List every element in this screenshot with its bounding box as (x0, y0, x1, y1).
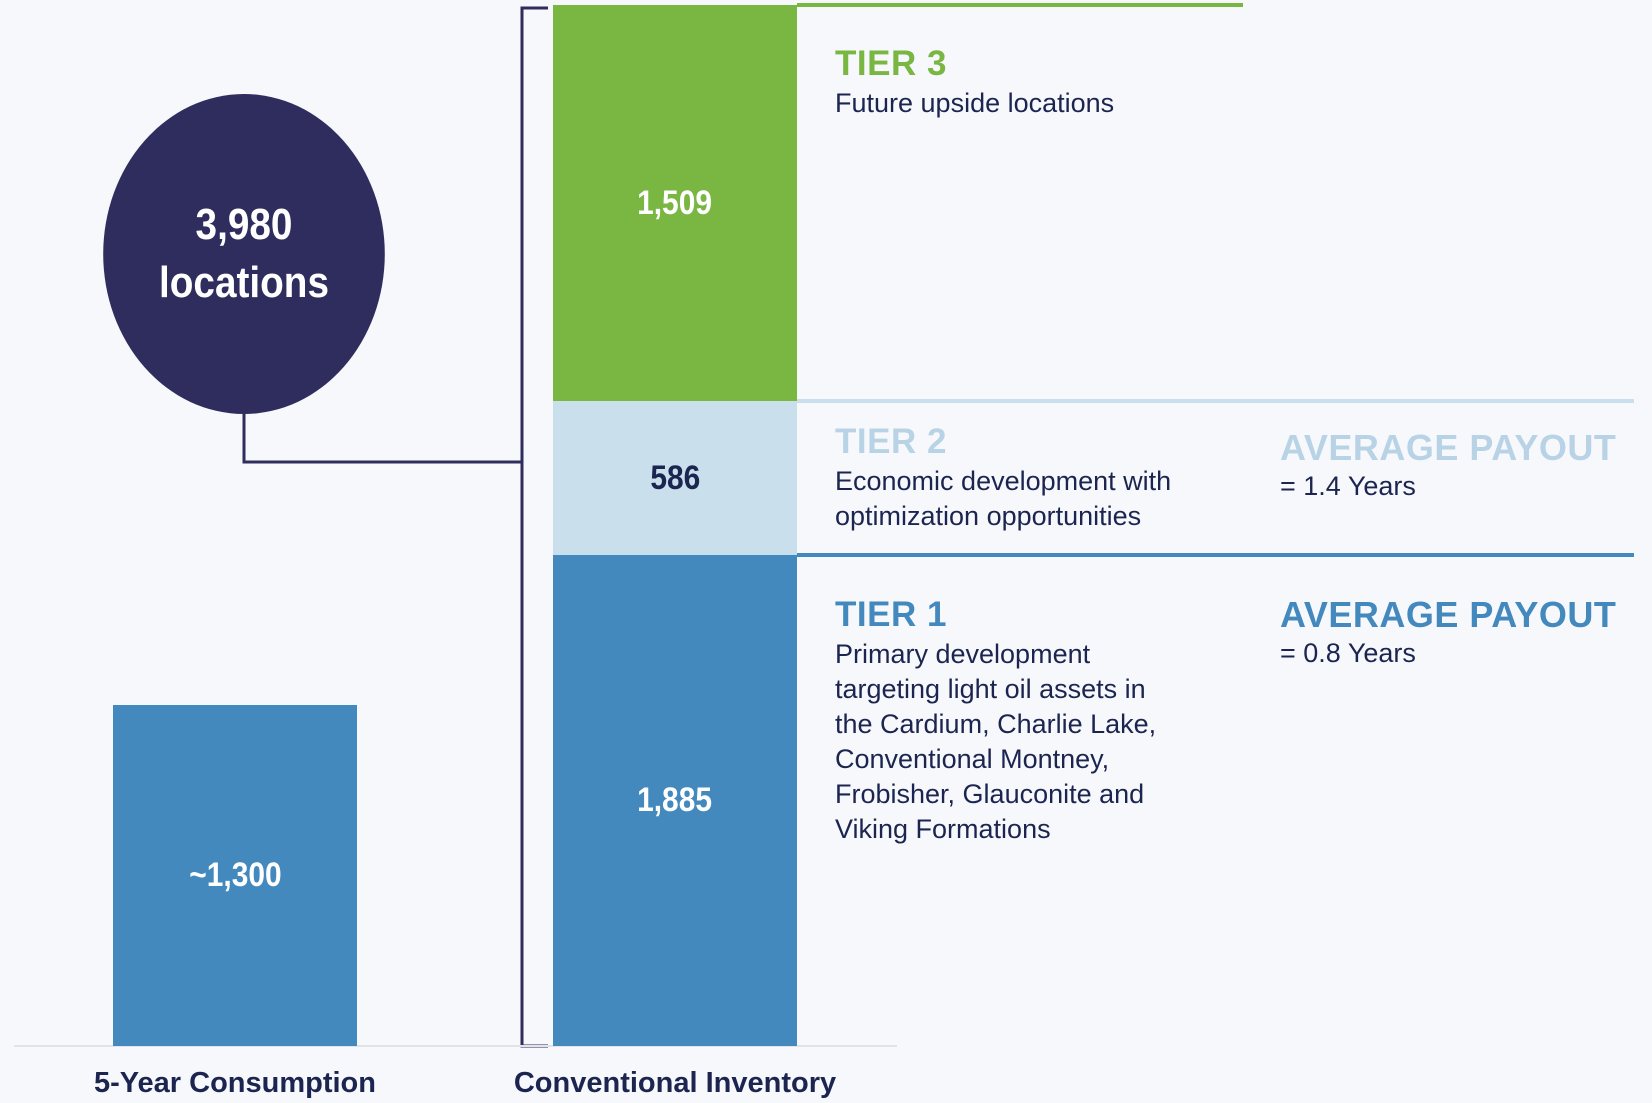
circle-connector (244, 414, 522, 462)
tier1-desc-line: Viking Formations (835, 814, 1051, 844)
tier3-title: TIER 3 (835, 44, 947, 83)
total-locations-unit: locations (159, 258, 329, 307)
tier1-bar (553, 555, 797, 1046)
tier2-payout-title: AVERAGE PAYOUT (1280, 427, 1617, 468)
x-label-consumption: 5-Year Consumption (94, 1067, 376, 1099)
tier1-description (835, 637, 1156, 847)
total-locations-value: 3,980 (195, 200, 293, 249)
tier1-bar-label: 1,885 (637, 781, 713, 819)
tier2-title: TIER 2 (835, 422, 947, 461)
consumption-bar (113, 705, 357, 1046)
tier1-payout-title: AVERAGE PAYOUT (1280, 594, 1617, 635)
tier1-title: TIER 1 (835, 595, 947, 634)
tier2-desc-line: Economic development with (835, 466, 1172, 496)
tier2-description (835, 464, 1171, 534)
tier3-description (835, 86, 1114, 121)
x-label-inventory: Conventional Inventory (513, 1067, 837, 1099)
tier3-bar (553, 5, 797, 401)
consumption-bar-label: ~1,300 (188, 856, 282, 894)
tier3-bar-label: 1,509 (637, 183, 713, 222)
tier1-desc-line: Primary development (835, 639, 1091, 669)
tier1-desc-line: Conventional Montney, (835, 744, 1110, 774)
inventory-bracket (522, 8, 548, 1046)
tier1-payout-value: = 0.8 Years (1280, 638, 1416, 668)
tier1-desc-line: the Cardium, Charlie Lake, (835, 709, 1157, 739)
total-locations-circle (103, 94, 385, 414)
tier2-bar-label: 586 (650, 458, 700, 497)
tier3-desc-line: Future upside locations (835, 88, 1115, 118)
tier2-payout-value: = 1.4 Years (1280, 471, 1416, 501)
tier1-desc-line: targeting light oil assets in (835, 674, 1146, 704)
tier2-desc-line: optimization opportunities (835, 501, 1142, 531)
tier1-desc-line: Frobisher, Glauconite and (835, 779, 1145, 809)
tier2-bar (553, 401, 797, 555)
